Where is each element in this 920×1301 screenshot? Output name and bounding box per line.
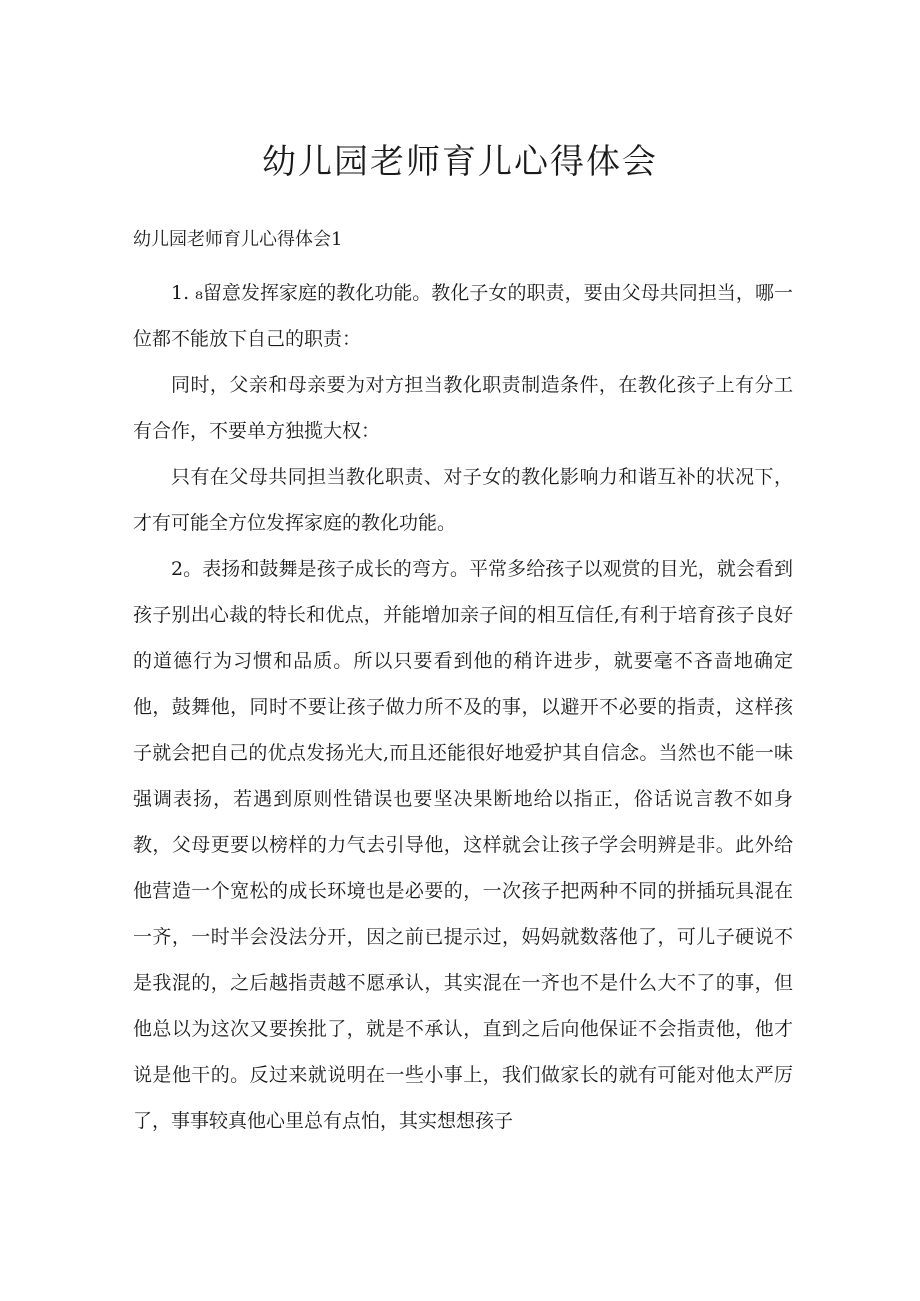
paragraph-2: 同时，父亲和母亲要为对方担当教化职责制造条件，在教化孩子上有分工有合作，不要单方独揽大权： [133, 374, 793, 442]
paragraph-3: 只有在父母共同担当教化职责、对子女的教化影响力和谐互补的状况下，才有可能全方位发挥家庭的教化功能。 [133, 466, 793, 534]
document-subtitle: 幼儿园老师育儿心得体会1 [133, 229, 343, 250]
paragraph-1: 1. ₈留意发挥家庭的教化功能。教化子女的职责，要由父母共同担当，哪一位都不能放下自己的职责： [133, 282, 793, 350]
document-body [133, 270, 793, 1144]
document-title: 幼儿园老师育儿心得体会 [262, 142, 658, 182]
paragraph-4: 2。表扬和鼓舞是孩子成长的弯方。平常多给孩子以观赏的目光，就会看到孩子别出心裁的特长和优点，并能增加亲子间的相互信任,有利于培育孩子良好的道德行为习惯和品质。所以只要看到他的稍许进步，就要毫不吝啬地确定他，鼓舞他，同时不要让孩子做力所不及的事，以避开不必要的指责，这样孩子就会把自己的优点发扬光大,而且还能很好地爱护其自信念。当然也不能一味强调表扬，若遇到原则性错误也要坚决果断地给以指正，俗话说言教不如身教，父母更要以榜样的力气去引导他，这样就会让孩子学会明辨是非。此外给他营造一个宽松的成长环境也是必要的，一次孩子把两种不同的拼插玩具混在一齐，一时半会没法分开，因之前已提示过，妈妈就数落他了，可儿子硬说不是我混的，之后越指责越不愿承认，其实混在一齐也不是什么大不了的事，但他总以为这次又要挨批了，就是不承认，直到之后向他保证不会指责他，他才说是他干的。反过来就说明在一些小事上，我们做家长的就有可能对他太严厉了，事事较真他心里总有点怕，其实想想孩子 [133, 558, 793, 1132]
